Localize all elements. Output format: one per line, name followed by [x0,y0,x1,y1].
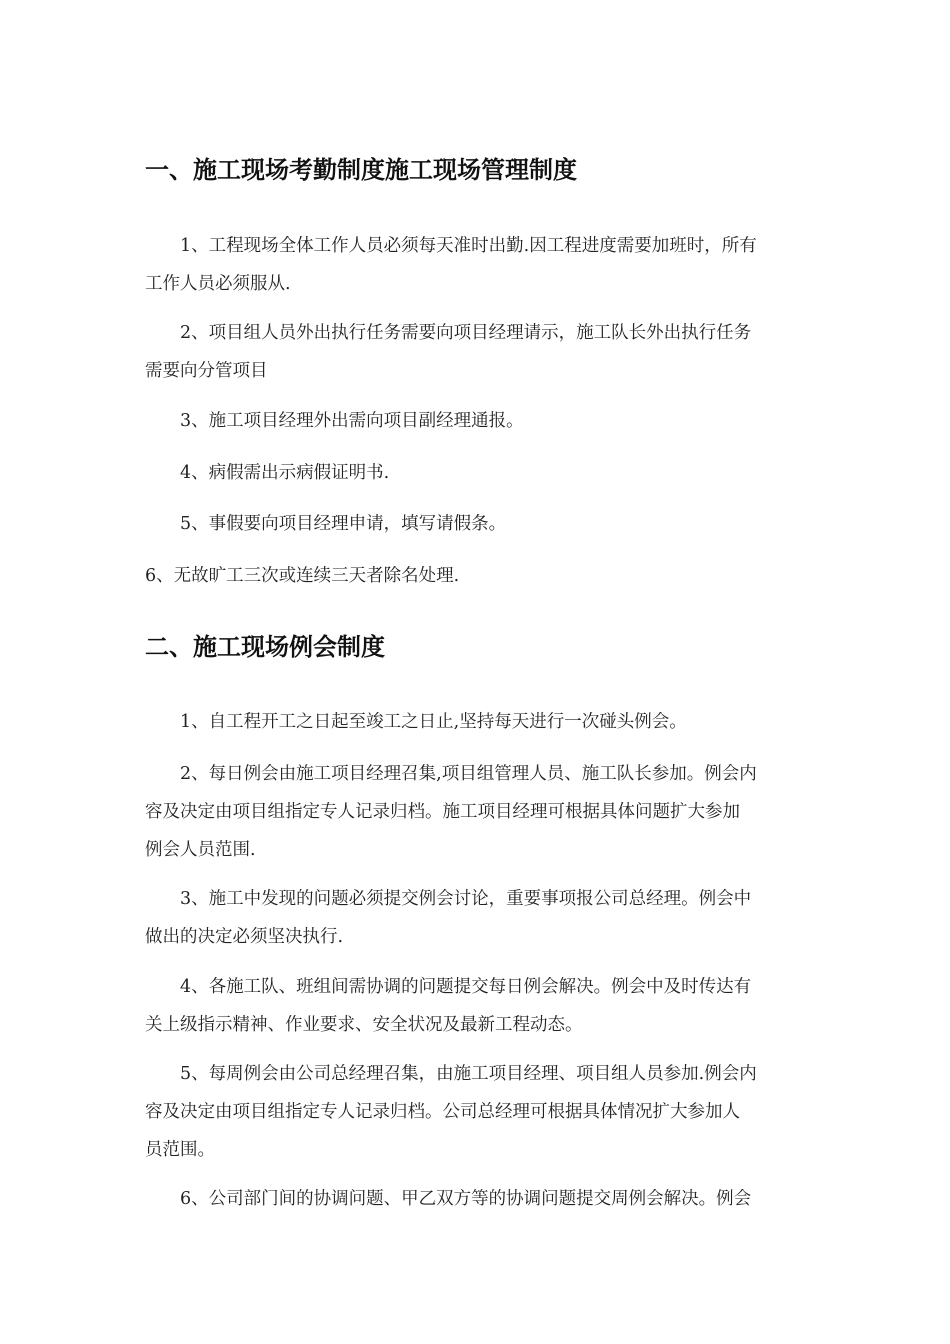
paragraph-line: 5、事假要向项目经理申请，填写请假条。 [180,514,507,534]
paragraph-line: 3、施工中发现的问题必须提交例会讨论，重要事项报公司总经理。例会中 [180,889,752,909]
section-2-heading: 二、施工现场例会制度 [145,633,385,661]
paragraph-line: 5、每周例会由公司总经理召集，由施工项目经理、项目组人员参加.例会内 [180,1064,757,1084]
section-1-paragraph-5 [145,505,810,543]
paragraph-line: 关上级指示精神、作业要求、安全状况及最新工程动态。 [145,1015,583,1035]
paragraph-line: 2、每日例会由施工项目经理召集,项目组管理人员、施工队长参加。例会内 [180,764,757,784]
paragraph-line: 4、病假需出示病假证明书. [180,463,390,483]
section-2-paragraph-3 [145,880,810,956]
paragraph-line: 员范围。 [145,1140,215,1160]
section-1-paragraph-1 [145,227,810,303]
paragraph-line: 6、无故旷工三次或连续三天者除名处理. [145,566,460,586]
section-1-paragraph-6 [145,557,810,595]
paragraph-line: 例会人员范围. [145,840,256,860]
section-2-paragraph-1 [145,703,810,741]
paragraph-line: 容及决定由项目组指定专人记录归档。公司总经理可根据具体情况扩大参加人 [145,1102,740,1122]
paragraph-line: 3、施工项目经理外出需向项目副经理通报。 [180,411,524,431]
section-1-heading: 一、施工现场考勤制度施工现场管理制度 [145,156,577,184]
paragraph-line: 容及决定由项目组指定专人记录归档。施工项目经理可根据具体问题扩大参加 [145,802,740,822]
paragraph-line: 4、各施工队、班组间需协调的问题提交每日例会解决。例会中及时传达有 [180,977,752,997]
section-2-paragraph-6 [145,1180,810,1218]
section-2-paragraph-2 [145,755,810,869]
paragraph-line: 6、公司部门间的协调问题、甲乙双方等的协调问题提交周例会解决。例会 [180,1189,752,1209]
section-1-paragraph-2 [145,314,810,390]
section-1-paragraph-4 [145,454,810,492]
section-1-paragraph-3 [145,402,810,440]
paragraph-line: 工作人员必须服从. [145,274,291,294]
paragraph-line: 需要向分管项目 [145,361,268,381]
paragraph-line: 1、自工程开工之日起至竣工之日止,坚持每天进行一次碰头例会。 [180,712,687,732]
paragraph-line: 做出的决定必须坚决执行. [145,927,344,947]
section-2-paragraph-5 [145,1055,810,1169]
paragraph-line: 1、工程现场全体工作人员必须每天准时出勤.因工程进度需要加班时，所有 [180,236,757,256]
section-2-paragraph-4 [145,968,810,1044]
paragraph-line: 2、项目组人员外出执行任务需要向项目经理请示，施工队长外出执行任务 [180,323,752,343]
